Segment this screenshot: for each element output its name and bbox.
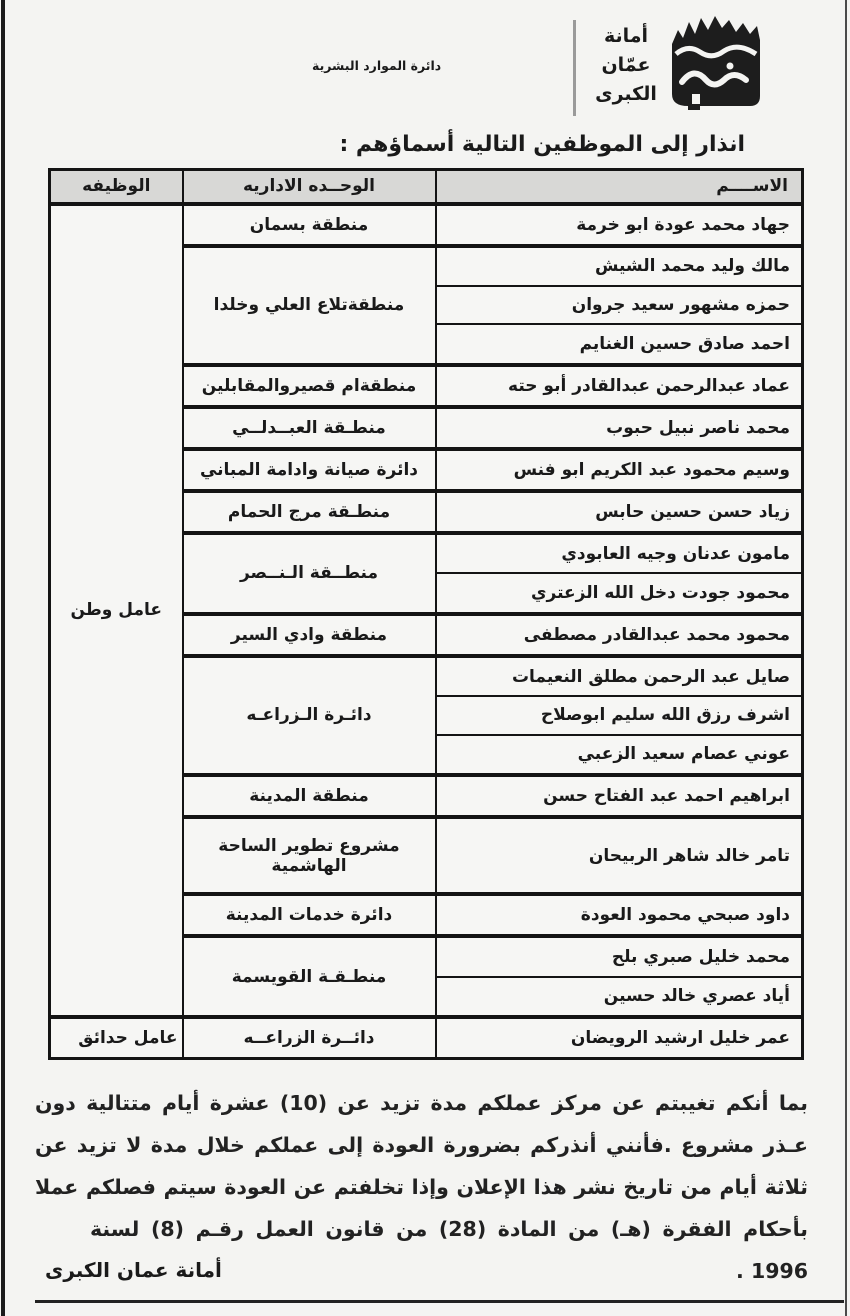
- job-title: عامل وطن: [50, 204, 183, 1018]
- employee-name: صايل عبد الرحمن مطلق النعيمات: [436, 656, 803, 696]
- org-name: [590, 22, 662, 109]
- employee-name: زياد حسن حسين حابس: [436, 491, 803, 533]
- administrative-unit: منطقة المدينة: [183, 775, 436, 817]
- employee-name: محمد خليل صبري بلح: [436, 936, 803, 976]
- amman-municipality-logo: [670, 10, 762, 112]
- notice-line: عـذر مشروع .فأنني أنذركم بضرورة العودة إلى عملكم خلال مدة لا تزيد عن: [35, 1133, 808, 1157]
- column-header-job: الوظيفه: [50, 170, 183, 204]
- employee-name: ابراهيم احمد عبد الفتاح حسن: [436, 775, 803, 817]
- administrative-unit: دائـرة الـزراعـه: [183, 656, 436, 775]
- employee-name: مالك وليد محمد الشيش: [436, 246, 803, 286]
- employee-name: محمد ناصر نبيل حبوب: [436, 407, 803, 449]
- right-column-rule: [845, 0, 847, 1316]
- administrative-unit: منطـقة العبــدلــي: [183, 407, 436, 449]
- org-name-line3: الكبرى: [595, 83, 657, 105]
- employee-name: محمود جودت دخل الله الزعتري: [436, 573, 803, 613]
- employee-name: احمد صادق حسين الغنايم: [436, 324, 803, 364]
- table-row: [50, 204, 803, 246]
- notice-line: بأحكام الفقرة (هـ) من المادة (28) من قانون العمل رقـم (8) لسنة 1996 .: [90, 1217, 808, 1283]
- bottom-column-rule: [35, 1300, 844, 1303]
- employee-table-body: [50, 204, 803, 1059]
- employees-table: [48, 168, 804, 1060]
- administrative-unit: منطقةتلاع العلي وخلدا: [183, 246, 436, 365]
- employee-name: عماد عبدالرحمن عبدالقادر أبو حته: [436, 365, 803, 407]
- column-header-name: الاســــم: [436, 170, 803, 204]
- administrative-unit: منطـقـة القويسمة: [183, 936, 436, 1017]
- notice-line: ثلاثة أيام من تاريخ نشر هذا الإعلان وإذا تخلفتم عن العودة سيتم فصلكم عملا: [35, 1175, 808, 1199]
- employee-name: وسيم محمود عبد الكريم ابو فنس: [436, 449, 803, 491]
- signature: أمانة عمان الكبرى: [45, 1258, 222, 1282]
- column-header-unit: الوحــده الاداريه: [183, 170, 436, 204]
- employee-name: أياد عصري خالد حسين: [436, 977, 803, 1017]
- employee-name: جهاد محمد عودة ابو خرمة: [436, 204, 803, 246]
- department-name: دائرة الموارد البشرية: [312, 58, 442, 73]
- left-column-rule: [1, 0, 5, 1316]
- administrative-unit: مشروع تطوير الساحة الهاشمية: [183, 817, 436, 894]
- employee-name: اشرف رزق الله سليم ابوصلاح: [436, 696, 803, 735]
- employee-name: داود صبحي محمود العودة: [436, 894, 803, 936]
- administrative-unit: منطقة بسمان: [183, 204, 436, 246]
- amman-skyline-logo-icon: [670, 10, 762, 112]
- administrative-unit: دائرة خدمات المدينة: [183, 894, 436, 936]
- employee-name: محمود محمد عبدالقادر مصطفى: [436, 614, 803, 656]
- employee-name: عمر خليل ارشيد الرويضان: [436, 1017, 803, 1058]
- administrative-unit: دائرة صيانة وادامة المباني: [183, 449, 436, 491]
- org-name-line2: عمّان: [601, 54, 651, 76]
- employee-name: تامر خالد شاهر الربيحان: [436, 817, 803, 894]
- employee-name: عوني عصام سعيد الزعبي: [436, 735, 803, 775]
- org-name-line1: أمانة: [603, 25, 649, 47]
- administrative-unit: منطقة وادي السير: [183, 614, 436, 656]
- job-title: عامل حدائق: [50, 1017, 183, 1058]
- notice-line: بما أنكم تغيبتم عن مركز عملكم مدة تزيد عن (10) عشرة أيام متتالية دون: [35, 1091, 809, 1115]
- employee-name: حمزه مشهور سعيد جروان: [436, 286, 803, 325]
- administrative-unit: منطــقة الـنــصر: [183, 533, 436, 614]
- administrative-unit: منطـقة مرج الحمام: [183, 491, 436, 533]
- administrative-unit: دائــرة الزراعــه: [183, 1017, 436, 1058]
- administrative-unit: منطقةام قصيروالمقابلين: [183, 365, 436, 407]
- employee-name: مامون عدنان وجيه العابودي: [436, 533, 803, 573]
- table-row: [50, 1017, 803, 1058]
- masthead-divider: [573, 20, 576, 116]
- table-header-row: [50, 170, 803, 204]
- page-title: انذار إلى الموظفين التالية أسماؤهم :: [339, 132, 745, 157]
